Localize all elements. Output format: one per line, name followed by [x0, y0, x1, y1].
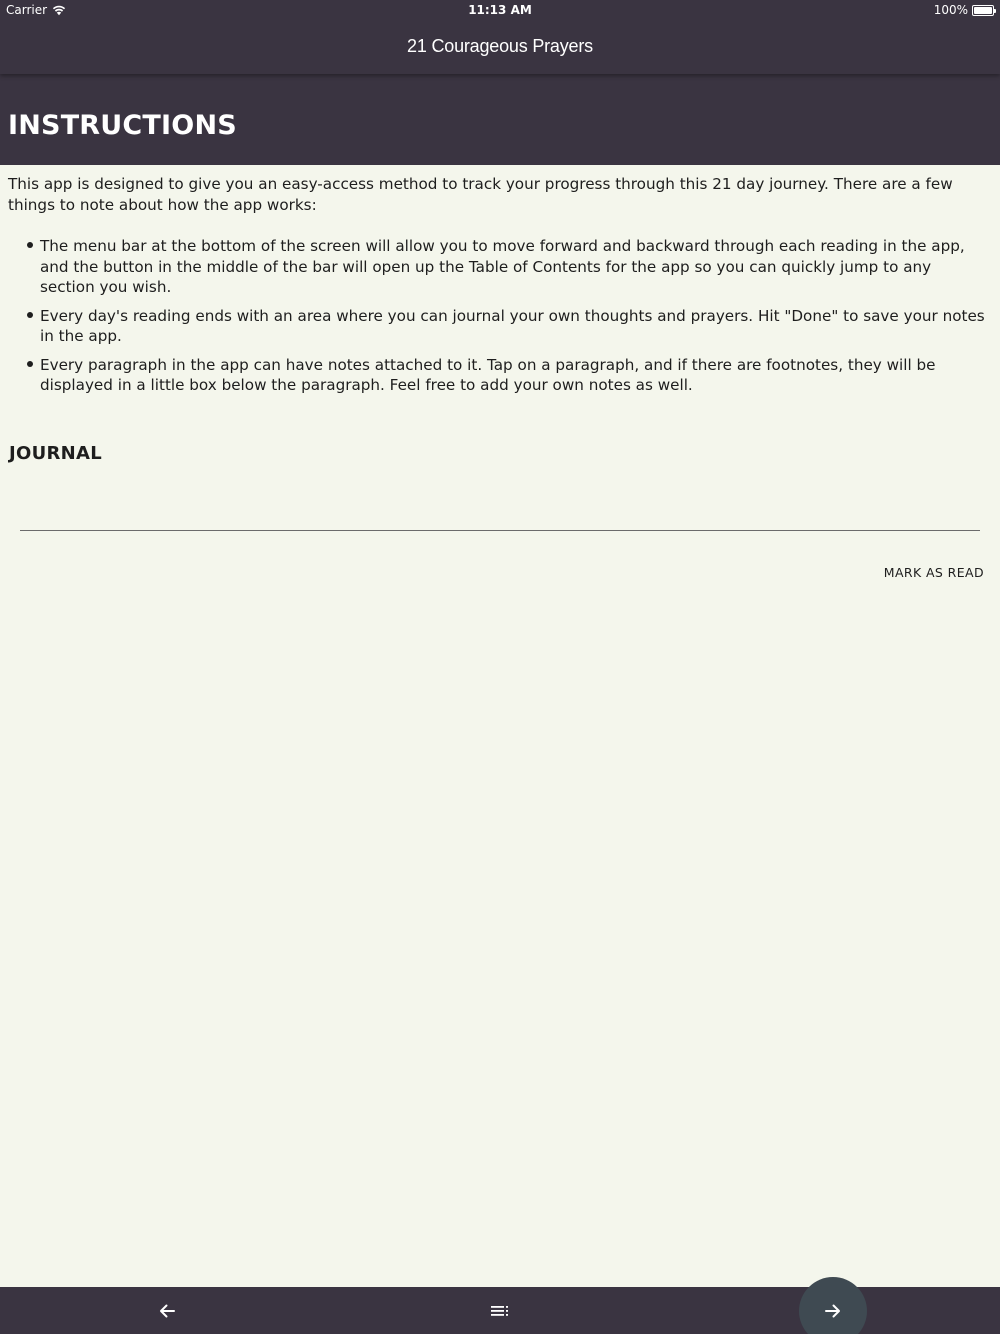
battery-percent: 100%	[933, 3, 968, 17]
journal-input[interactable]	[20, 480, 980, 531]
list-item-text: The menu bar at the bottom of the screen will allow you to move forward and backward through each reading in the app, and the button in the middle of the bar will open up the Table of Contents for the app so you can quickly jump to any section you wish.	[40, 237, 965, 296]
list-item[interactable]	[26, 355, 990, 396]
status-battery	[934, 3, 994, 17]
intro-paragraph[interactable]: This app is designed to give you an easy-access method to track your progress through this 21 day journey. There are a few things to note about how the app works:	[8, 175, 953, 214]
arrow-left-icon	[158, 1303, 176, 1319]
list-item-text: Every day's reading ends with an area where you can journal your own thoughts and prayers. Hit "Done" to save your notes in the app.	[40, 306, 985, 345]
page-header	[0, 74, 1000, 165]
battery-icon	[972, 5, 994, 16]
arrow-right-icon	[824, 1303, 842, 1319]
table-of-contents-button[interactable]	[476, 1287, 524, 1334]
list-item[interactable]	[26, 236, 990, 298]
mark-as-read-button[interactable]: MARK AS READ	[883, 565, 984, 580]
bullet-icon	[27, 361, 33, 367]
instruction-list	[0, 236, 1000, 396]
list-item-text: Every paragraph in the app can have notes attached to it. Tap on a paragraph, and if there are footnotes, they will be displayed in a little box below the paragraph. Feel free to add your own notes as well.	[40, 355, 936, 394]
table-of-contents-icon	[490, 1304, 510, 1318]
bottom-menu-bar	[0, 1287, 1000, 1334]
bullet-icon	[27, 242, 33, 248]
top-bar	[0, 0, 1000, 74]
previous-button[interactable]	[143, 1287, 191, 1334]
page-title: INSTRUCTIONS	[8, 110, 237, 141]
nav-title: 21 Courageous Prayers	[407, 36, 593, 56]
page-content	[0, 165, 1000, 404]
next-button[interactable]	[799, 1277, 867, 1334]
bullet-icon	[27, 312, 33, 318]
journal-heading: JOURNAL	[9, 443, 103, 464]
status-time: 11:13 AM	[468, 3, 532, 17]
list-item[interactable]	[26, 306, 990, 347]
carrier-label: Carrier	[6, 3, 48, 17]
